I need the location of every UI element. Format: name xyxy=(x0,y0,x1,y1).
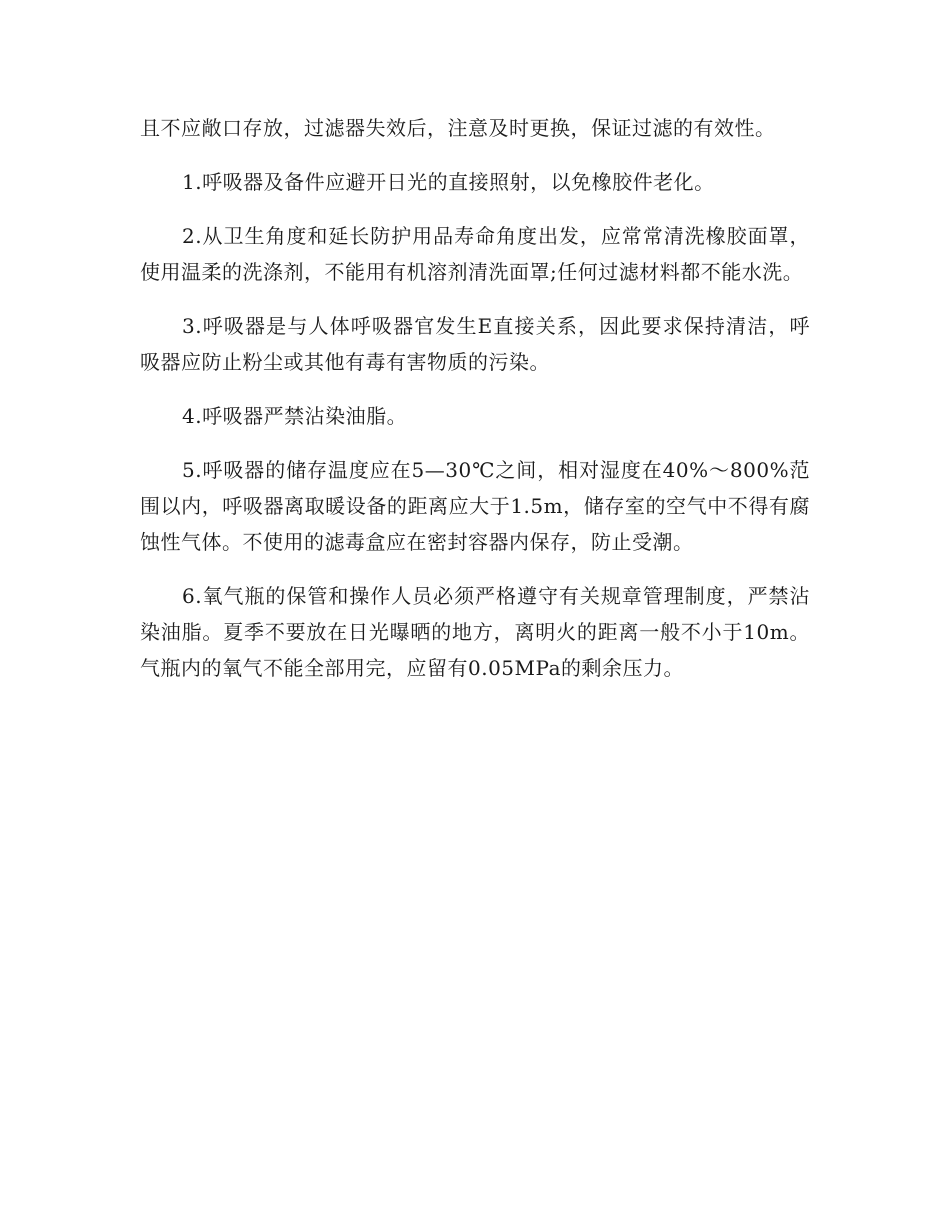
document-body xyxy=(140,110,810,704)
paragraph-item-3: 3.呼吸器是与人体呼吸器官发生E直接关系，因此要求保持清洁，呼吸器应防止粉尘或其他有毒有害物质的污染。 xyxy=(140,314,810,374)
paragraph-item-4: 4.呼吸器严禁沾染油脂。 xyxy=(182,404,408,428)
paragraph-item-2: 2.从卫生角度和延长防护用品寿命角度出发，应常常清洗橡胶面罩，使用温柔的洗涤剂，不能用有机溶剂清洗面罩;任何过滤材料都不能水洗。 xyxy=(140,224,810,284)
paragraph-item-1: 1.呼吸器及备件应避开日光的直接照射，以免橡胶件老化。 xyxy=(182,170,715,194)
paragraph-item-6: 6.氧气瓶的保管和操作人员必须严格遵守有关规章管理制度，严禁沾染油脂。夏季不要放在日光曝晒的地方，离明火的距离一般不小于10m。气瓶内的氧气不能全部用完，应留有0.05MPa的剩余压力。 xyxy=(140,584,810,680)
paragraph-continuation: 且不应敞口存放，过滤器失效后，注意及时更换，保证过滤的有效性。 xyxy=(140,116,776,140)
paragraph-item-5: 5.呼吸器的储存温度应在5—30℃之间，相对湿度在40%～800%范围以内，呼吸器离取暖设备的距离应大于1.5m，储存室的空气中不得有腐蚀性气体。不使用的滤毒盒应在密封容器内保存，防止受潮。 xyxy=(140,458,810,554)
